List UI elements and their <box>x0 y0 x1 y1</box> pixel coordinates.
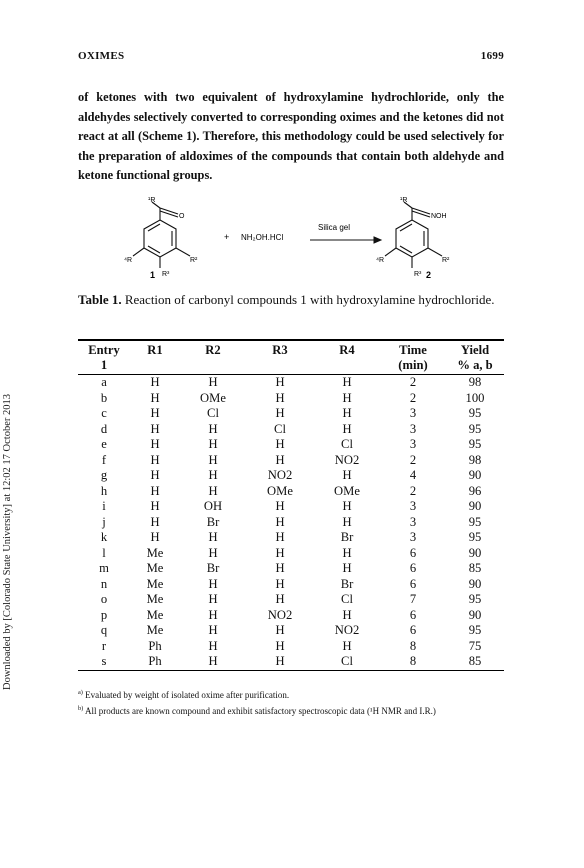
cell-r3: H <box>275 437 285 451</box>
cell-time: 3 <box>409 499 417 513</box>
cell-r3: H <box>275 576 285 591</box>
cell-r4: Br <box>340 530 354 544</box>
cell-r3: H <box>275 592 285 606</box>
cell-time: 6 <box>409 561 417 575</box>
product-structure <box>385 202 442 268</box>
header-r2: R2 <box>180 340 246 358</box>
page-number: 1699 <box>480 50 504 62</box>
cell-yield: 98 <box>468 452 482 467</box>
cell-yield: 75 <box>468 638 482 653</box>
reactant-number: 1 <box>150 270 156 280</box>
cell-entry: d <box>100 421 108 436</box>
cell-yield: 95 <box>468 592 482 606</box>
cell-r1: Me <box>146 561 164 575</box>
cell-entry: q <box>100 623 108 637</box>
cell-r3: H <box>275 623 285 637</box>
cell-entry: i <box>102 499 106 513</box>
table-caption-label: Table 1. <box>78 292 122 307</box>
cell-yield: 90 <box>468 576 482 591</box>
table-row <box>78 546 504 562</box>
cell-r1: Ph <box>148 638 162 653</box>
cell-r2: H <box>208 545 218 560</box>
table-row <box>78 577 504 593</box>
reactant-r4-label: ⁴R <box>124 257 133 264</box>
cell-time: 3 <box>409 437 417 451</box>
cell-r2: OMe <box>200 390 226 405</box>
cell-entry: g <box>100 468 108 482</box>
cell-r4: H <box>342 514 352 529</box>
cell-r1: H <box>150 499 160 513</box>
cell-time: 6 <box>409 545 417 560</box>
cell-r4: H <box>342 421 352 436</box>
cell-r3: H <box>246 654 314 670</box>
cell-r2: Cl <box>207 406 219 420</box>
cell-r3: H <box>275 561 285 575</box>
cell-entry: k <box>100 530 108 544</box>
cell-r4: NO2 <box>334 452 360 467</box>
reaction-scheme <box>78 190 504 290</box>
table-row <box>78 375 504 391</box>
cell-r2: H <box>208 421 218 436</box>
reactant-r1-label: ¹R <box>148 197 156 204</box>
cell-r3: H <box>275 390 285 405</box>
cell-entry: h <box>100 483 108 498</box>
table-row <box>78 530 504 546</box>
cell-entry: a <box>101 375 107 389</box>
cell-r2: H <box>208 607 218 622</box>
cell-r1: H <box>150 452 160 467</box>
cell-yield: 90 <box>468 468 482 482</box>
cell-yield: 90 <box>468 545 482 560</box>
cell-r3: H <box>275 545 285 560</box>
header-yield-sub: % a, b <box>446 358 504 375</box>
cell-time: 4 <box>409 468 417 482</box>
cell-time: 2 <box>409 375 417 389</box>
cell-r2: H <box>208 437 218 451</box>
product-r2-label: R² <box>442 257 450 264</box>
cell-r2: H <box>208 375 218 389</box>
table-caption <box>78 292 504 308</box>
cell-r1: H <box>150 390 160 405</box>
cell-entry: c <box>101 406 107 420</box>
cell-entry: m <box>99 561 109 575</box>
cell-yield: 85 <box>468 561 482 575</box>
cell-r3: H <box>275 375 285 389</box>
cell-entry: b <box>100 390 108 405</box>
cell-r1: Me <box>146 545 164 560</box>
reactant-structure <box>133 202 190 268</box>
cell-time: 8 <box>409 638 417 653</box>
cell-r1: Me <box>146 623 164 637</box>
cell-r2: Br <box>206 514 220 529</box>
header-time-sub: (min) <box>380 358 446 375</box>
cell-r4: H <box>342 638 352 653</box>
cell-entry: f <box>101 452 107 467</box>
table-row <box>78 453 504 469</box>
cell-r3: H <box>275 499 285 513</box>
footnote-a: $^{a)}$ Evaluated by weight of isolated oxime after purification. <box>78 689 290 700</box>
cell-entry: r <box>101 638 107 653</box>
table-row <box>78 561 504 577</box>
cell-r2: H <box>208 530 218 544</box>
cell-r3: NO2 <box>267 468 293 482</box>
cell-r4: Br <box>340 576 354 591</box>
cell-r4: H <box>342 499 352 513</box>
cell-r4: Cl <box>314 654 380 670</box>
table-caption-text: Reaction of carbonyl compounds 1 with hydroxylamine hydrochloride. <box>124 292 495 307</box>
cell-r4: H <box>342 607 352 622</box>
cell-r3: Cl <box>274 421 286 436</box>
cell-time: 6 <box>409 576 417 591</box>
cell-yield: 98 <box>468 375 482 389</box>
reactant-r3-label: R³ <box>162 271 170 278</box>
cell-r1: Me <box>146 607 164 622</box>
cell-time: 3 <box>409 514 417 529</box>
cell-time: 3 <box>409 421 417 436</box>
product-r3-label: R³ <box>414 271 422 278</box>
cell-r4: H <box>342 390 352 405</box>
product-number: 2 <box>426 270 432 280</box>
cell-r4: OMe <box>334 483 360 498</box>
cell-r1: H <box>150 421 160 436</box>
results-table <box>78 339 504 671</box>
header-time: Time <box>380 340 446 358</box>
cell-r3: OMe <box>267 483 293 498</box>
cell-yield: 95 <box>468 406 482 420</box>
table-row <box>78 484 504 500</box>
product-r1-label: ¹R <box>400 197 408 204</box>
cell-time: 2 <box>409 390 417 405</box>
cell-r1: H <box>150 437 160 451</box>
cell-r4: Cl <box>341 592 353 606</box>
cell-r1: H <box>150 468 160 482</box>
body-paragraph: of ketones with two equivalent of hydroxylamine hydrochloride, only the aldehydes selectively converted to corresponding oximes and the ketones did not react at all (Scheme 1). Therefore, this methodology could be used selectively for the preparation of aldoximes of the compounds that contain both aldehyde and ketone functional groups. <box>78 90 504 182</box>
table-row <box>78 608 504 624</box>
cell-r4: H <box>342 468 352 482</box>
cell-yield: 95 <box>468 437 482 451</box>
table-row <box>78 499 504 515</box>
header-entry-sub: 1 <box>78 358 130 375</box>
cell-entry: l <box>102 545 106 560</box>
conditions-label: Silica gel <box>318 223 351 232</box>
header-r1: R1 <box>130 340 180 358</box>
table-row <box>78 592 504 608</box>
cell-r2: OH <box>203 499 223 513</box>
cell-r3: H <box>275 452 285 467</box>
cell-entry: s <box>78 654 130 670</box>
cell-r3: H <box>275 530 285 544</box>
cell-time: 6 <box>409 607 417 622</box>
header-yield: Yield <box>446 340 504 358</box>
cell-time: 3 <box>409 530 417 544</box>
cell-r1: H <box>150 483 160 498</box>
cell-r2: H <box>208 638 218 653</box>
cell-entry: p <box>100 607 108 622</box>
cell-r3: H <box>275 638 285 653</box>
table-row <box>78 468 504 484</box>
cell-time: 2 <box>409 483 417 498</box>
cell-yield: 95 <box>468 530 482 544</box>
table-row <box>78 654 504 670</box>
cell-r2: H <box>180 654 246 670</box>
reaction-arrow <box>310 237 381 243</box>
header-entry: Entry <box>78 340 130 358</box>
cell-r3: NO2 <box>267 607 293 622</box>
cell-r4: H <box>342 545 352 560</box>
reactant-r2-label: R² <box>190 257 198 264</box>
cell-r4: H <box>342 561 352 575</box>
cell-r3: H <box>275 514 285 529</box>
product-r4-label: ⁴R <box>376 257 385 264</box>
cell-yield: 100 <box>465 390 485 405</box>
cell-r2: H <box>208 592 218 606</box>
cell-yield: 95 <box>468 514 482 529</box>
cell-r4: NO2 <box>334 623 360 637</box>
cell-time: 2 <box>409 452 417 467</box>
table-row <box>78 422 504 438</box>
cell-r2: H <box>208 468 218 482</box>
table-row <box>78 391 504 407</box>
cell-r1: H <box>150 406 160 420</box>
table-row <box>78 515 504 531</box>
running-title: OXIMES <box>78 50 125 62</box>
download-watermark: Downloaded by [Colorado State University] at 12:02 17 October 2013 <box>2 394 13 690</box>
cell-r1: Ph <box>130 654 180 670</box>
cell-yield: 95 <box>468 421 482 436</box>
reagent-label: NH₂OH.HCl <box>241 233 284 242</box>
cell-entry: o <box>100 592 108 606</box>
cell-r1: Me <box>146 592 164 606</box>
table-row <box>78 437 504 453</box>
table-row <box>78 639 504 655</box>
cell-r1: H <box>150 530 160 544</box>
cell-r2: Br <box>206 561 220 575</box>
table-row <box>78 406 504 422</box>
cell-entry: j <box>102 514 106 529</box>
header-r3: R3 <box>246 340 314 358</box>
table-row <box>78 623 504 639</box>
cell-r2: H <box>208 576 218 591</box>
cell-r1: H <box>150 514 160 529</box>
cell-entry: n <box>100 576 108 591</box>
cell-time: 3 <box>409 406 417 420</box>
cell-time: 6 <box>409 623 417 637</box>
footnote-b: $^{b)}$ All products are known compound and exhibit satisfactory spectroscopic data (¹H NMR and I.R.) <box>78 705 436 716</box>
cell-r3: H <box>275 406 285 420</box>
product-noh-label: NOH <box>431 213 447 220</box>
table-footnotes <box>78 687 504 719</box>
cell-yield: 95 <box>468 623 482 637</box>
cell-r2: H <box>208 483 218 498</box>
cell-yield: 96 <box>468 483 482 498</box>
cell-r4: H <box>342 375 352 389</box>
cell-r1: H <box>150 375 160 389</box>
header-r4: R4 <box>314 340 380 358</box>
cell-time: 8 <box>380 654 446 670</box>
cell-entry: e <box>101 437 107 451</box>
cell-yield: 90 <box>468 499 482 513</box>
reactant-oxygen-label: O <box>179 213 185 220</box>
cell-time: 7 <box>409 592 417 606</box>
cell-r4: Cl <box>341 437 353 451</box>
cell-r2: H <box>208 452 218 467</box>
cell-yield: 85 <box>446 654 504 670</box>
running-header <box>78 50 504 62</box>
cell-r4: H <box>342 406 352 420</box>
cell-r1: Me <box>146 576 164 591</box>
cell-r2: H <box>208 623 218 637</box>
cell-yield: 90 <box>468 607 482 622</box>
plus-sign: + <box>224 232 230 242</box>
